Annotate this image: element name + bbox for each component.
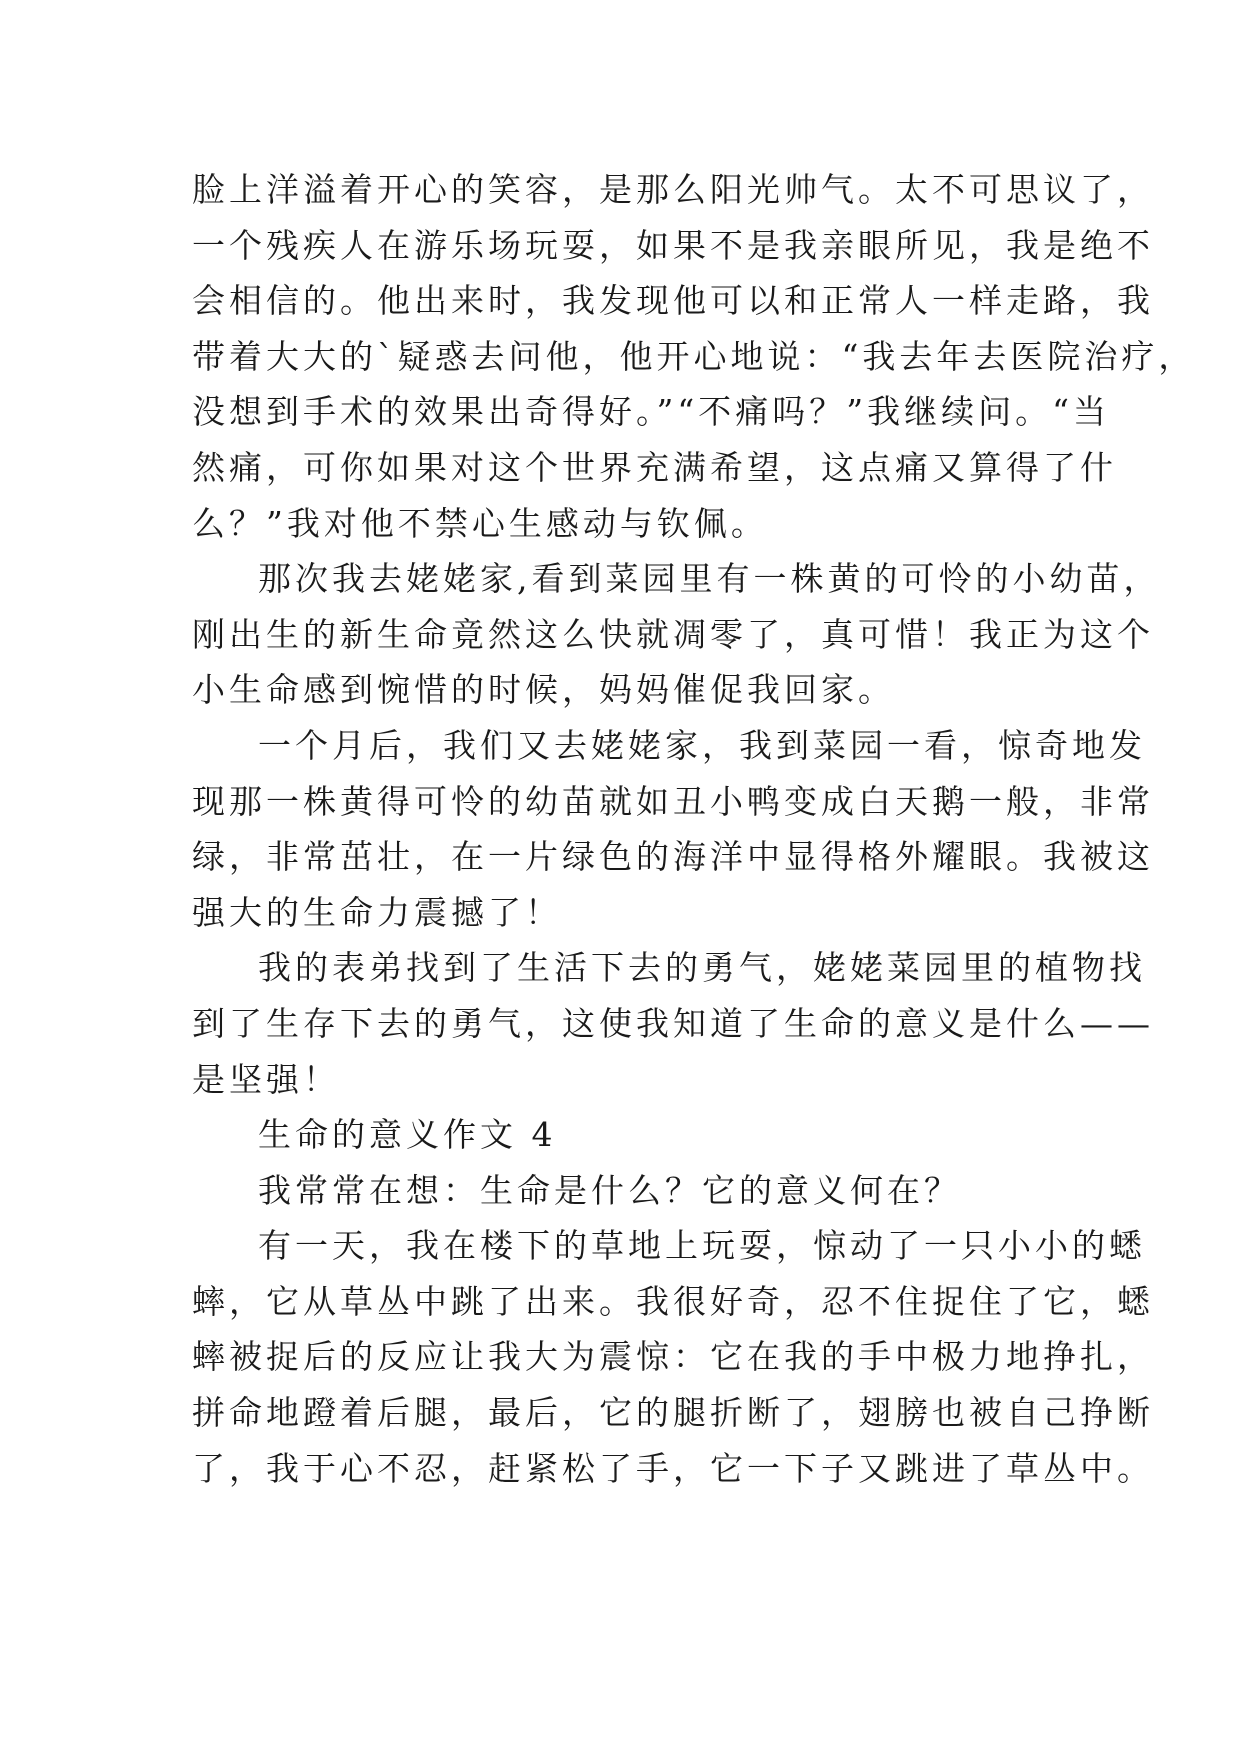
heading-text: 生命的意义作文 4 bbox=[258, 1115, 557, 1155]
text-line: 刚出生的新生命竟然这么快就凋零了，真可惜！我正为这个 bbox=[192, 614, 1154, 654]
text-line: 会相信的。他出来时，我发现他可以和正常人一样走路，我 bbox=[192, 281, 1154, 321]
text-line: 有一天，我在楼下的草地上玩耍，惊动了一只小小的蟋 bbox=[258, 1226, 1146, 1266]
text-line: 那次我去姥姥家,看到菜园里有一株黄的可怜的小幼苗， bbox=[258, 559, 1161, 599]
text-line: 小生命感到惋惜的时候，妈妈催促我回家。 bbox=[192, 670, 895, 710]
paragraph-1 bbox=[192, 162, 1196, 551]
text-line: 一个月后，我们又去姥姥家，我到菜园一看，惊奇地发 bbox=[258, 725, 1146, 765]
text-line: 一个残疾人在游乐场玩耍，如果不是我亲眼所见，我是绝不 bbox=[192, 225, 1154, 265]
text-line: 我的表弟找到了生活下去的勇气，姥姥菜园里的植物找 bbox=[258, 948, 1146, 988]
text-line: 带着大大的`疑惑去问他，他开心地说：“我去年去医院治疗， bbox=[192, 336, 1196, 376]
paragraph-3 bbox=[192, 718, 1154, 940]
text-line: 蟀，它从草丛中跳了出来。我很好奇，忍不住捉住了它，蟋 bbox=[192, 1281, 1154, 1321]
paragraph-5 bbox=[192, 1163, 1072, 1219]
section-heading bbox=[192, 1107, 1072, 1163]
text-line: 拼命地蹬着后腿，最后，它的腿折断了，翅膀也被自己挣断 bbox=[192, 1393, 1154, 1433]
paragraph-2 bbox=[192, 551, 1161, 718]
paragraph-6 bbox=[192, 1218, 1154, 1496]
text-line: 强大的生命力震撼了！ bbox=[192, 892, 562, 932]
text-line: 了，我于心不忍，赶紧松了手，它一下子又跳进了草丛中。 bbox=[192, 1448, 1154, 1488]
text-line: 然痛，可你如果对这个世界充满希望，这点痛又算得了什 bbox=[192, 447, 1117, 487]
text-line: 是坚强！ bbox=[192, 1059, 340, 1099]
text-line: 到了生存下去的勇气，这使我知道了生命的意义是什么—— bbox=[192, 1003, 1154, 1043]
paragraph-4 bbox=[192, 940, 1154, 1107]
text-line: 现那一株黄得可怜的幼苗就如丑小鸭变成白天鹅一般，非常 bbox=[192, 781, 1154, 821]
text-line: 我常常在想：生命是什么？它的意义何在？ bbox=[258, 1170, 961, 1210]
text-line: 么？”我对他不禁心生感动与钦佩。 bbox=[192, 503, 768, 543]
text-line: 没想到手术的效果出奇得好。”“不痛吗？”我继续问。“当 bbox=[192, 392, 1110, 432]
text-line: 蟀被捉后的反应让我大为震惊：它在我的手中极力地挣扎， bbox=[192, 1337, 1154, 1377]
essay-body bbox=[192, 162, 1196, 1496]
text-line: 绿，非常茁壮，在一片绿色的海洋中显得格外耀眼。我被这 bbox=[192, 837, 1154, 877]
text-line: 脸上洋溢着开心的笑容，是那么阳光帅气。太不可思议了， bbox=[192, 170, 1154, 209]
